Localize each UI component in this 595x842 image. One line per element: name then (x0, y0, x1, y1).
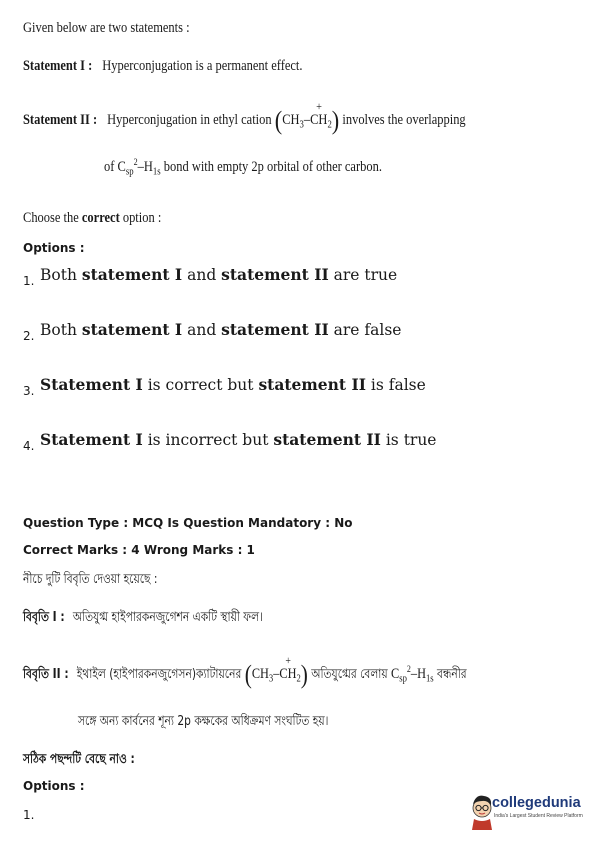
bn-choose-instruction: সঠিক পছন্দটি বেছে নাও : (23, 752, 135, 767)
options-label: Options : (23, 241, 85, 255)
question-type-line: Question Type : MCQ Is Question Mandatory : No (23, 516, 353, 530)
bn-question-intro: নীচে দুটি বিবৃতি দেওয়া হয়েছে : (23, 572, 158, 587)
bn-statement-1: বিবৃতি I : অতিযুগ্ম হাইপারকনজুগেশন একটি স্থায়ী ফল। (23, 610, 263, 625)
trailing-option-number: 1. (23, 808, 35, 822)
ethyl-cation-formula: $CH_3-$ + $CH_2$ (282, 99, 332, 131)
statement-1 (23, 58, 303, 75)
csp2-h1s-formula: $C_{sp}^2-H_{1s}$ (117, 158, 161, 178)
brand-name: collegedunia (492, 795, 581, 811)
bn-statement-2-continued: সঙ্গে অন্য কার্বনের শূন্য 2p কক্ষকের অধিক্রমণ সংঘটিত হয়। (78, 714, 329, 729)
statement-1-text: Hyperconjugation is a permanent effect. (102, 58, 303, 74)
brand-tagline: India's Largest Student Review Platform (494, 813, 583, 819)
bn-statement-2: বিবৃতি II : ইথাইল (হাইপারকনজুগেসন)ক্যাটায়নের ($CH_3-$ + $CH_2$) অতিযুগ্মের বেলায় $C_{sp}^2-H_{1s}$ বন্ধনীর (23, 653, 467, 689)
statement-2-text: Hyperconjugation in ethyl cation (107, 112, 272, 128)
question-intro: Given below are two statements : (23, 20, 190, 36)
options-label-2: Options : (23, 779, 85, 793)
statement-2-continued: of $C_{sp}^2-H_{1s}$ bond with empty 2p orbital of other carbon. (104, 158, 382, 178)
choose-instruction: Choose the correct option : (23, 210, 162, 226)
statement-1-label: Statement I : (23, 58, 93, 74)
marks-line: Correct Marks : 4 Wrong Marks : 1 (23, 543, 255, 557)
statement-2-label: Statement II : (23, 112, 98, 128)
statement-2: Statement II : Hyperconjugation in ethyl cation ($CH_3-$ + $CH_2$) involves the overlapping (23, 99, 466, 135)
